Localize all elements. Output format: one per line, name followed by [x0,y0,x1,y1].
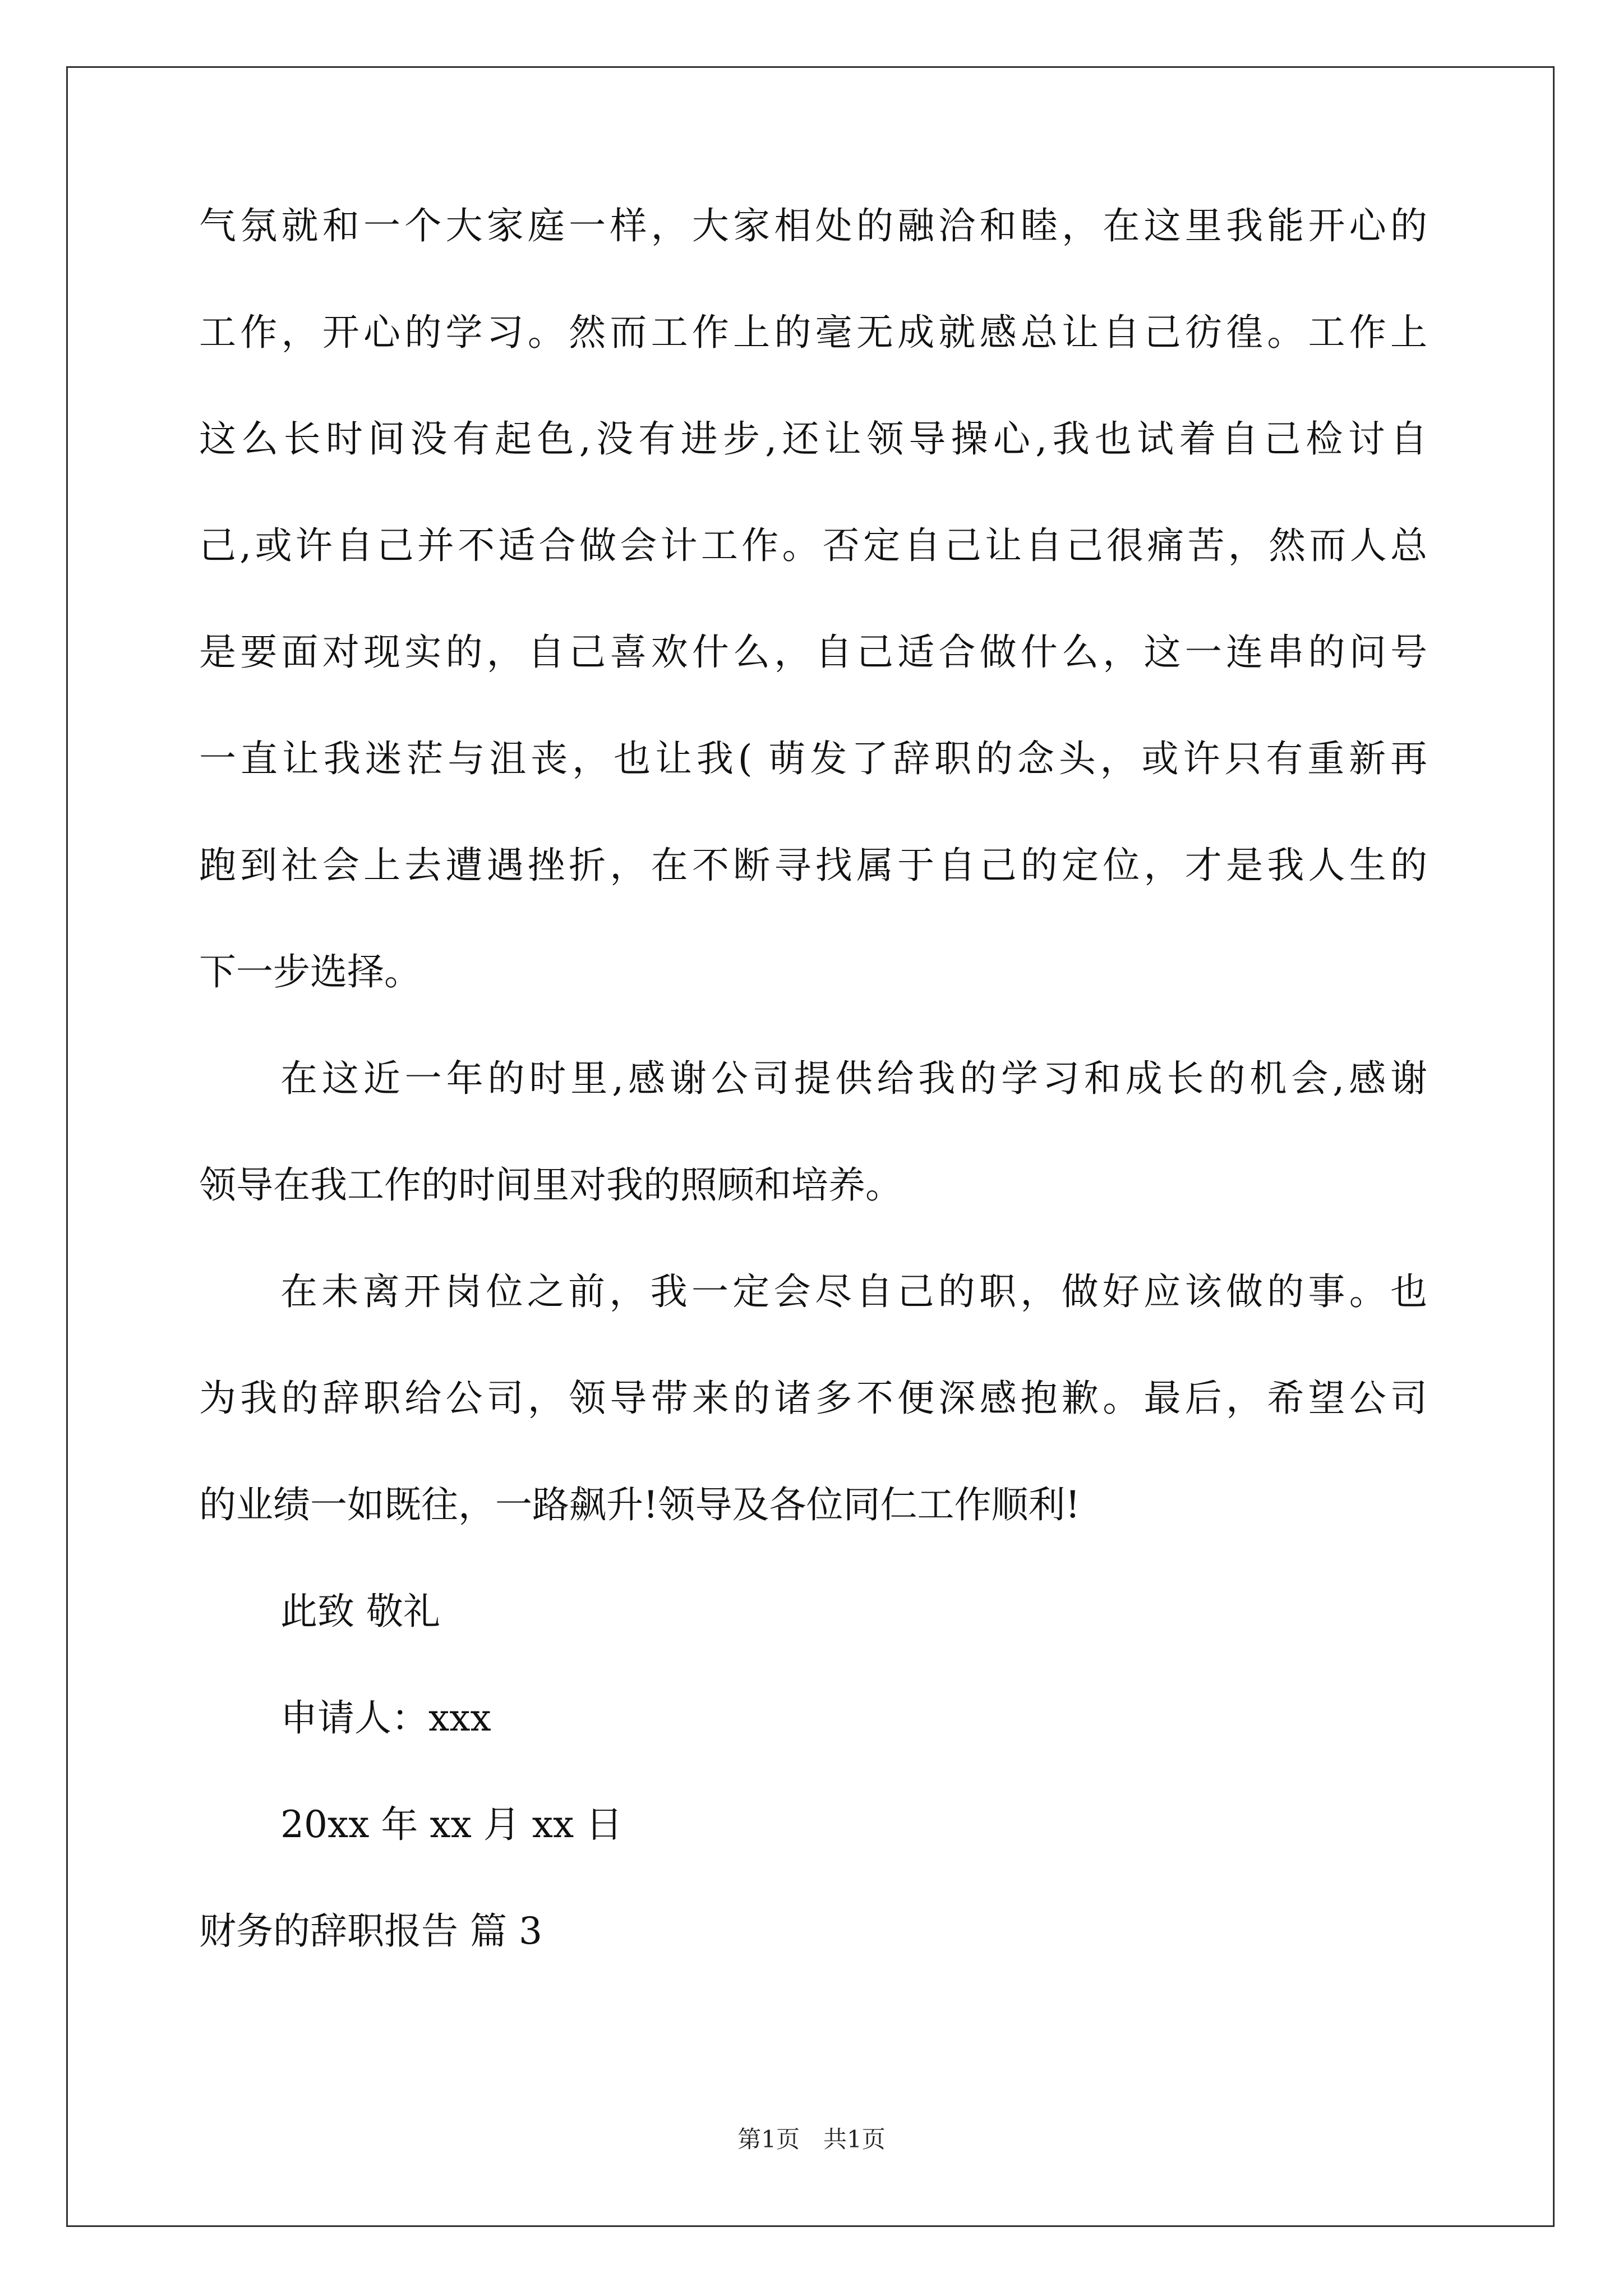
paragraph-line: 领导在我工作的时间里对我的照顾和培养。 [199,1163,902,1207]
section-heading: 财务的辞职报告 篇 3 [199,1910,542,1953]
paragraph-line: 气氛就和一个大家庭一样，大家相处的融洽和睦，在这里我能开心的 [199,204,1427,247]
page-footer: 第1页 共1页 [737,2125,886,2153]
applicant-line: 申请人：xxx [280,1696,491,1740]
closing-salutation: 此致 敬礼 [280,1590,440,1633]
paragraph-line: 是要面对现实的，自己喜欢什么，自己适合做什么，这一连串的问号 [199,631,1427,674]
paragraph-line: 工作，开心的学习。然而工作上的毫无成就感总让自己彷徨。工作上 [199,311,1427,354]
paragraph-line: 在未离开岗位之前，我一定会尽自己的职，做好应该做的事。也 [280,1270,1427,1313]
paragraph-line: 这么长时间没有起色,没有进步,还让领导操心,我也试着自己检讨自 [199,417,1427,461]
document-body [199,204,1427,2019]
paragraph-line: 的业绩一如既往，一路飙升!领导及各位同仁工作顺利! [199,1483,1081,1526]
paragraph-line: 下一步选择。 [199,950,421,993]
paragraph-line: 为我的辞职给公司，领导带来的诸多不便深感抱歉。最后，希望公司 [199,1377,1427,1420]
paragraph-line: 跑到社会上去遭遇挫折，在不断寻找属于自己的定位，才是我人生的 [199,844,1427,887]
date-line: 20xx 年 xx 月 xx 日 [280,1803,623,1846]
paragraph-line: 在这近一年的时里,感谢公司提供给我的学习和成长的机会,感谢 [280,1057,1427,1100]
paragraph-line: 己,或许自己并不适合做会计工作。否定自己让自己很痛苦，然而人总 [199,524,1427,567]
paragraph-line: 一直让我迷茫与沮丧，也让我( 萌发了辞职的念头，或许只有重新再 [199,737,1427,780]
